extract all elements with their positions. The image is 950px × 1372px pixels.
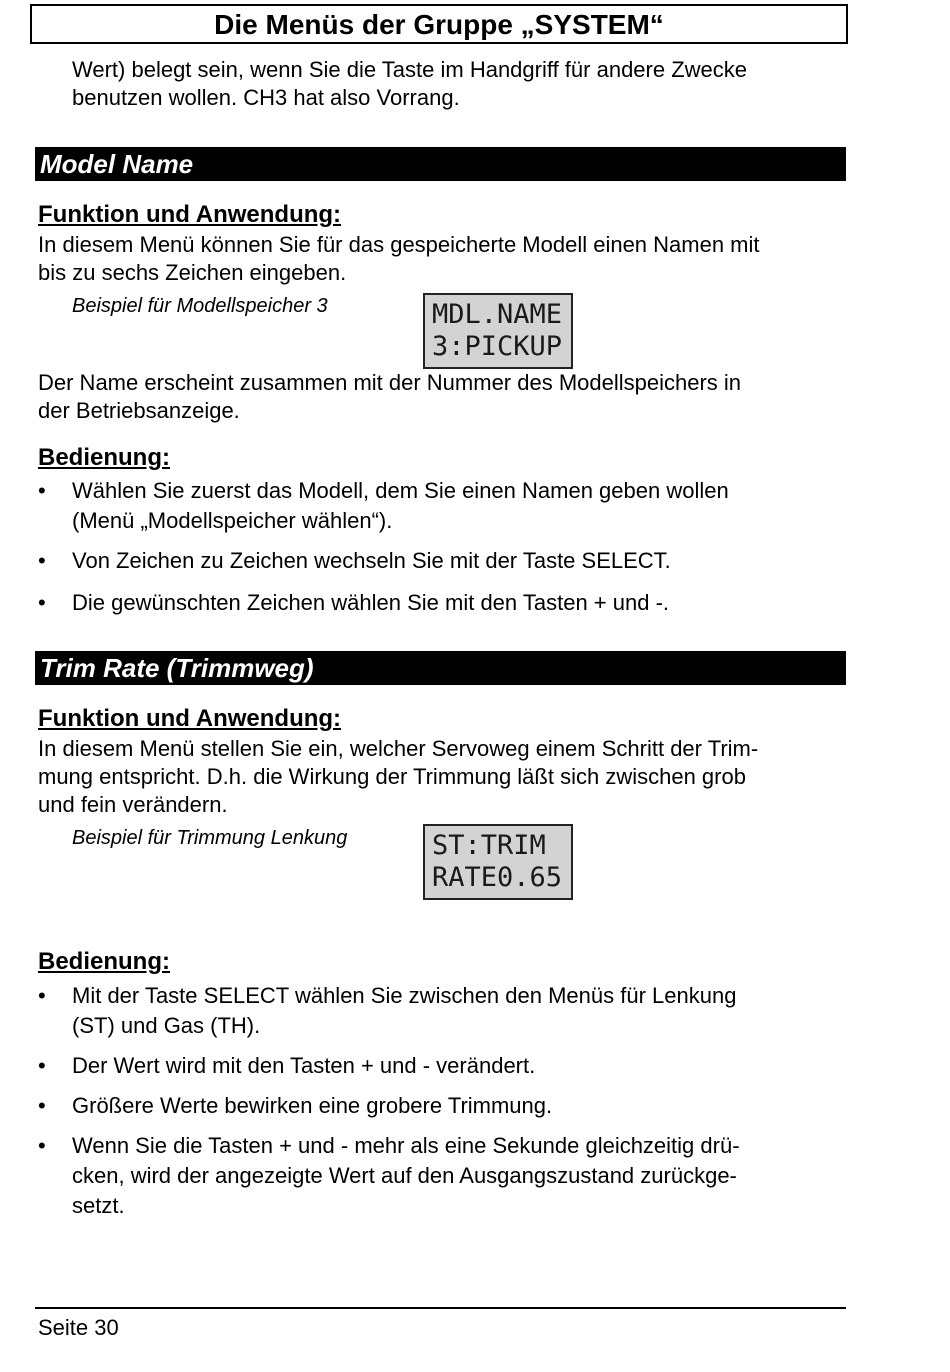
text-line: bis zu sechs Zeichen eingeben. — [38, 260, 347, 285]
text-line: und fein verändern. — [38, 792, 228, 817]
list-item-line: • Von Zeichen zu Zeichen wechseln Sie mit der Taste SELECT. — [72, 548, 671, 573]
trim-rate-bullet-list — [38, 981, 838, 1221]
text-line: Der Name erscheint zusammen mit der Nummer des Modellspeichers in — [38, 370, 742, 395]
section-title-model-name: Model Name — [35, 147, 846, 181]
text-line: In diesem Menü können Sie für das gespeicherte Modell einen Namen mit — [38, 232, 760, 257]
list-item-line: • Der Wert wird mit den Tasten + und - verändert. — [72, 1053, 536, 1078]
list-item-line: setzt. — [72, 1193, 125, 1218]
list-item-line: • Die gewünschten Zeichen wählen Sie mit den Tasten + und -. — [72, 590, 670, 615]
list-item-line: cken, wird der angezeigte Wert auf den Ausgangszustand zurückge- — [72, 1163, 737, 1188]
list-item — [38, 1091, 838, 1121]
list-item — [38, 588, 838, 618]
list-item-line: (ST) und Gas (TH). — [72, 1013, 261, 1038]
text-line: In diesem Menü stellen Sie ein, welcher Servoweg einem Schritt der Trim- — [38, 736, 759, 761]
trim-rate-example-caption: Beispiel für Trimmung Lenkung — [72, 827, 348, 849]
page-header-title: Die Menüs der Gruppe „SYSTEM“ — [30, 4, 848, 44]
page-number: Seite 30 — [38, 1315, 119, 1340]
model-name-bedienung-heading: Bedienung: — [38, 444, 170, 471]
intro-paragraph — [72, 56, 747, 112]
lcd-line: MDL.NAME — [432, 299, 563, 330]
model-name-funktion-heading: Funktion und Anwendung: — [38, 201, 342, 228]
list-item — [38, 476, 838, 536]
list-item-line: • Größere Werte bewirken eine grobere Trimmung. — [72, 1093, 553, 1118]
lcd-display-model-name — [423, 293, 573, 369]
list-item-line: • Mit der Taste SELECT wählen Sie zwischen den Menüs für Lenkung — [72, 983, 737, 1008]
lcd-line: RATE0.65 — [432, 862, 563, 893]
list-item — [38, 1051, 838, 1081]
lcd-line: ST:TRIM — [432, 830, 546, 861]
trim-rate-funktion-heading: Funktion und Anwendung: — [38, 705, 342, 732]
trim-rate-funktion-text — [38, 735, 758, 819]
lcd-display-trim-rate — [423, 824, 573, 900]
list-item — [38, 981, 838, 1041]
model-name-example-caption: Beispiel für Modellspeicher 3 — [72, 295, 328, 317]
list-item — [38, 546, 838, 576]
intro-line: Wert) belegt sein, wenn Sie die Taste im Handgriff für andere Zwecke — [72, 57, 748, 82]
list-item-line: • Wählen Sie zuerst das Modell, dem Sie einen Namen geben wollen — [72, 478, 729, 503]
lcd-line: 3:PICKUP — [432, 331, 563, 362]
section-title-trim-rate: Trim Rate (Trimmweg) — [35, 651, 846, 685]
model-name-bullet-list — [38, 476, 838, 618]
trim-rate-bedienung-heading: Bedienung: — [38, 948, 170, 975]
list-item-line: (Menü „Modellspeicher wählen“). — [72, 508, 393, 533]
text-line: der Betriebsanzeige. — [38, 398, 240, 423]
model-name-funktion-text — [38, 231, 760, 287]
model-name-after-text — [38, 369, 741, 425]
list-item — [38, 1131, 838, 1221]
footer-divider — [35, 1307, 846, 1309]
list-item-line: • Wenn Sie die Tasten + und - mehr als eine Sekunde gleichzeitig drü- — [72, 1133, 740, 1158]
intro-line: benutzen wollen. CH3 hat also Vorrang. — [72, 85, 460, 110]
text-line: mung entspricht. D.h. die Wirkung der Trimmung läßt sich zwischen grob — [38, 764, 746, 789]
